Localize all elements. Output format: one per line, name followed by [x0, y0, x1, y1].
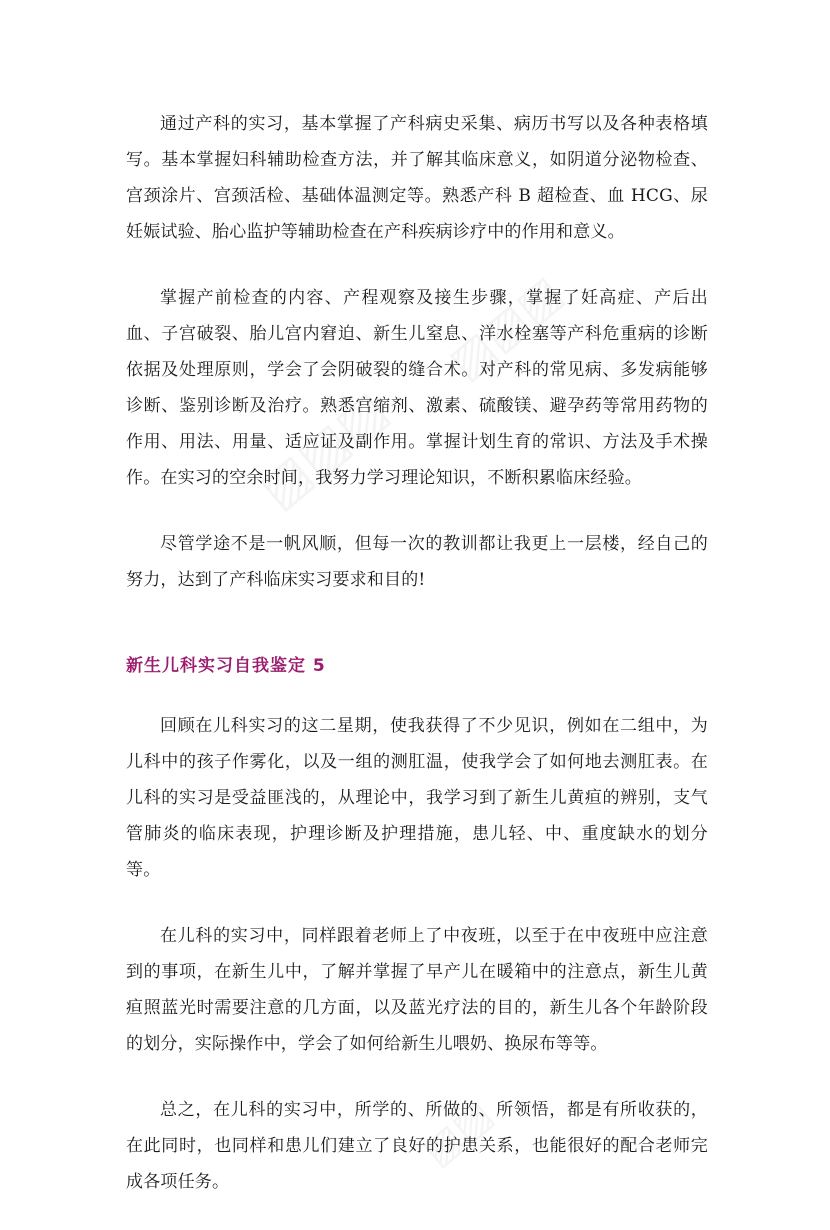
paragraph-pediatrics-2: 在儿科的实习中，同样跟着老师上了中夜班，以至于在中夜班中应注意到的事项，在新生儿中，了解并掌握了早产儿在暖箱中的注意点，新生儿黄疸照蓝光时需要注意的几方面，以及蓝光疗法的目的，新生儿各个年龄阶段的划分，实际操作中，学会了如何给新生儿喂奶、换尿布等等。	[126, 926, 708, 1054]
paragraph-obstetrics-2: 掌握产前检查的内容、产程观察及接生步骤，掌握了妊高症、产后出血、子宫破裂、胎儿宫内窘迫、新生儿窒息、洋水栓塞等产科危重病的诊断依据及处理原则，学会了会阴破裂的缝合术。对产科的常见病、多发病能够诊断、鉴别诊断及治疗。熟悉宫缩剂、激素、硫酸镁、避孕药等常用药物的作用、用法、用量、适应证及副作用。掌握计划生育的常识、方法及手术操作。在实习的空余时间，我努力学习理论知识，不断积累临床经验。	[126, 288, 708, 488]
paragraph-obstetrics-1: 通过产科的实习，基本掌握了产科病史采集、病历书写以及各种表格填写。基本掌握妇科辅助检查方法，并了解其临床意义，如阴道分泌物检查、宫颈涂片、宫颈活检、基础体温测定等。熟悉产科 B 超检查、血 HCG、尿妊娠试验、胎心监护等辅助检查在产科疾病诊疗中的作用和意义。	[126, 114, 708, 242]
section-title: 新生儿科实习自我鉴定 5	[126, 656, 326, 676]
paragraph-obstetrics-3: 尽管学途不是一帆风顺，但每一次的教训都让我更上一层楼，经自己的努力，达到了产科临床实习要求和目的!	[126, 534, 708, 590]
document-content	[126, 106, 708, 1230]
paragraph-pediatrics-1: 回顾在儿科实习的这二星期，使我获得了不少见识，例如在二组中，为儿科中的孩子作雾化，以及一组的测肛温，使我学会了如何地去测肛表。在儿科的实习是受益匪浅的，从理论中，我学习到了新生儿黄疸的辨别，支气管肺炎的临床表现，护理诊断及护理措施，患儿轻、中、重度缺水的划分等。	[126, 716, 708, 880]
paragraph-pediatrics-3: 总之，在儿科的实习中，所学的、所做的、所领悟，都是有所收获的，在此同时，也同样和患儿们建立了良好的护患关系，也能很好的配合老师完成各项任务。	[126, 1100, 708, 1192]
